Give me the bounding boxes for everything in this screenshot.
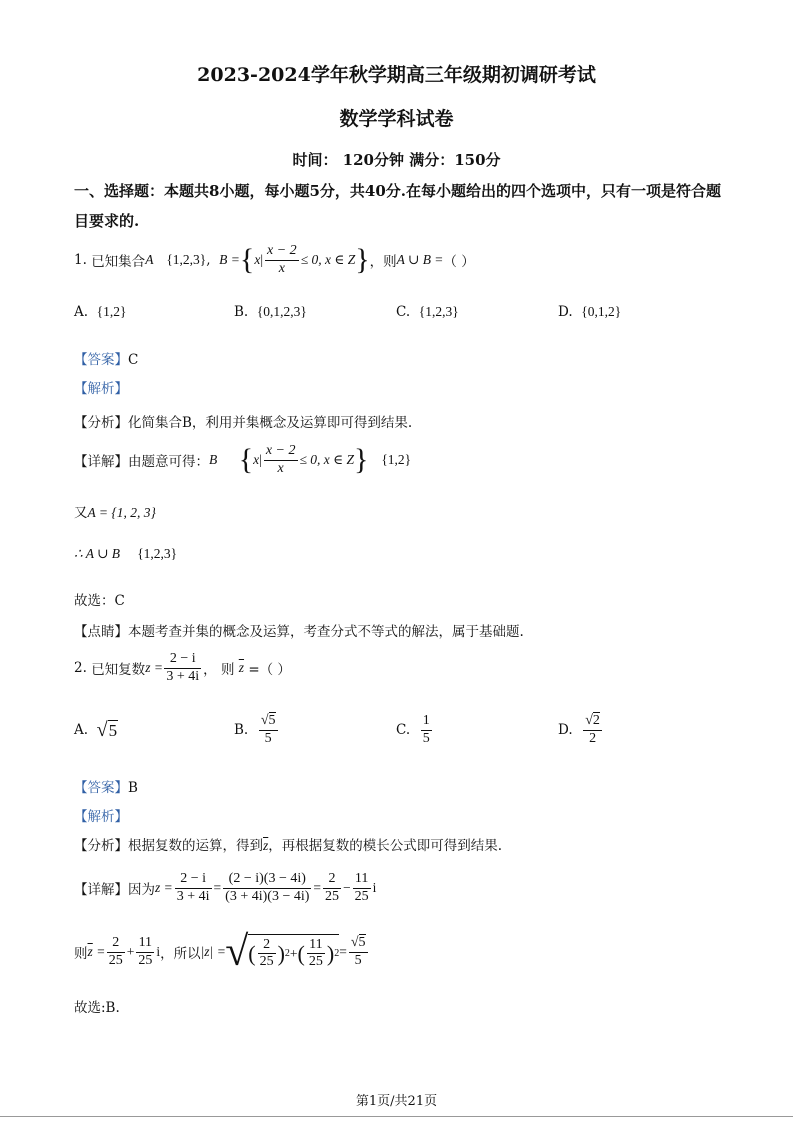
q1-stem: 1. 已知集合 A {1,2,3} , B = { x | $\frac{x - 2}{x}$ ≤ 0, x ∈ Z } ，则 A ∪ B = （ ）: [74, 243, 475, 276]
q2-xiangjie: [74, 864, 376, 912]
q1-answer: [74, 348, 138, 368]
q1-choose: 故选：C: [74, 593, 125, 609]
q1-set-a-vals: {1,2,3}: [166, 252, 207, 267]
fraction-num: 11: [307, 937, 325, 954]
xj-eq: =: [213, 880, 222, 895]
result-fraction: $\frac{√5}{5}$: [350, 935, 366, 968]
fraction-num: (2 − i)(3 − 4i): [223, 871, 311, 888]
option-key: A.: [74, 722, 89, 738]
q1-brace-right: }: [355, 243, 370, 276]
fraction-den: 5: [264, 730, 272, 746]
q1-xiangjie: 【详解】 由题意可得： B { x | $\frac{x - 2}{x}$ ≤ 0, x ∈ Z } {1,2}: [74, 443, 412, 476]
q1-fraction: [265, 243, 299, 276]
fraction-den: 5: [422, 730, 430, 746]
fraction-den: 25: [308, 954, 323, 969]
mod-frac-2: [307, 937, 325, 970]
therefore-expr: ∴ A ∪ B: [74, 546, 121, 561]
xj-eq: =: [313, 880, 322, 895]
q1-number: 1.: [74, 252, 87, 268]
q1-stem-suffix: ，则: [369, 254, 397, 270]
mod-frac-1: [258, 937, 276, 970]
q1-option-c[interactable]: [396, 304, 459, 320]
q1-option-d[interactable]: [558, 304, 621, 320]
fenxi-text: 化简集合B，利用并集概念及运算即可得到结果.: [128, 415, 413, 431]
then-eq3: =: [339, 944, 347, 959]
xiangjie-brace-left: {: [238, 443, 254, 476]
fraction-num: 11: [353, 871, 371, 888]
then-i: i: [156, 944, 161, 959]
then-eq2: =: [217, 944, 226, 959]
q1-option-a[interactable]: [74, 304, 126, 320]
q1-set-b-name: B =: [219, 252, 240, 267]
q2-option-a[interactable]: [74, 712, 118, 748]
fraction-num: 2: [107, 935, 125, 952]
again-expr: A = {1, 2, 3}: [87, 505, 156, 520]
fraction-den: 5: [354, 952, 362, 968]
then-frac-1: [107, 935, 125, 968]
q1-therefore: [74, 546, 177, 562]
exam-title: 2023-2024学年秋学期高三年级期初调研考试: [197, 64, 596, 86]
fraction-num: 2 − i: [175, 871, 212, 888]
q1-union-expr: A ∪ B =: [396, 252, 444, 267]
option-key: C.: [396, 722, 411, 738]
xiangjie-b: B: [209, 452, 218, 467]
xiangjie-prefix: 由题意可得：: [128, 454, 209, 470]
option-fraction: $\frac{√2}{2}$: [585, 713, 600, 746]
q2-z: z: [145, 660, 151, 675]
xiangjie-result: {1,2}: [381, 452, 412, 467]
q1-cond-x: x: [254, 252, 261, 267]
xj-frac-3: [323, 871, 341, 904]
q1-cond-tail: ≤ 0, x ∈ Z: [300, 252, 356, 267]
answer-value: B: [128, 780, 138, 796]
exam-subtitle: 数学学科试卷: [339, 108, 454, 130]
q2-number: 2.: [74, 660, 87, 676]
xj-i: i: [372, 880, 377, 895]
q1-brace-left: {: [239, 243, 255, 276]
q1-analysis-label: 【解析】: [74, 381, 128, 397]
again-prefix: 又: [74, 505, 88, 521]
q1-fenxi: [74, 411, 412, 431]
q1-set-a-name: A: [145, 252, 154, 267]
fraction-num: 2: [323, 871, 341, 888]
footer-divider: [0, 1116, 793, 1117]
q1-frac-num: x − 2: [265, 243, 299, 260]
option-key: D.: [558, 722, 573, 738]
xj-minus: −: [343, 880, 351, 895]
q1-comma: ,: [206, 252, 211, 268]
then-eq: =: [97, 944, 105, 959]
mod-plus: +: [289, 945, 298, 961]
q2-fraction: [164, 651, 201, 684]
option-value: {0,1,2}: [581, 304, 622, 319]
q2-answer: [74, 776, 138, 796]
xiangjie-label: 【详解】: [74, 454, 128, 470]
q1-stem-prefix: 已知集合: [91, 254, 146, 270]
sqrt-radicand: 5: [268, 713, 276, 729]
xiangjie-x: x: [253, 452, 260, 467]
fraction-den: 25: [108, 952, 123, 968]
option-key: B.: [234, 722, 249, 738]
q2-stem-mid: ， 则: [203, 662, 235, 678]
sqrt-expr: √5: [96, 718, 118, 741]
option-key: C.: [396, 304, 411, 320]
answer-label: 【答案】: [74, 352, 128, 368]
xiangjie-label: 【详解】: [74, 882, 128, 898]
q2-option-c[interactable]: [396, 708, 434, 752]
q1-paren: （ ）: [443, 254, 475, 270]
xiangjie-tail: ≤ 0, x ∈ Z: [299, 452, 355, 467]
option-fraction: [421, 713, 432, 746]
xj-z: z =: [155, 880, 173, 895]
page-number: 第1页/共21页: [355, 1094, 438, 1109]
dianjing-text: 本题考查并集的概念及运算，考查分式不等式的解法，属于基础题.: [128, 624, 524, 640]
q2-zbar: $\overline{z}$: [238, 660, 245, 675]
therefore-result: {1,2,3}: [137, 546, 178, 561]
sqrt-radicand: 5: [358, 935, 366, 951]
xiangjie-brace-right: }: [354, 443, 369, 476]
sqrt-radicand: 2: [592, 713, 600, 729]
section-heading: 一、选择题：本题共8小题，每小题5分，共40分.在每小题给出的四个选项中，只有一项是符合题目要求的.: [74, 182, 721, 230]
fraction-den: 25: [138, 952, 153, 968]
answer-label: 【答案】: [74, 780, 128, 796]
fraction-den: 2: [589, 730, 597, 746]
q2-frac-num: 2 − i: [164, 651, 201, 668]
q1-dianjing: [74, 620, 524, 640]
option-value: {1,2,3}: [418, 304, 459, 319]
q2-option-b[interactable]: [234, 708, 280, 752]
q2-analysis-label: 【解析】: [74, 809, 128, 825]
xiangjie-fraction: [264, 443, 298, 476]
option-value: {0,1,2,3}: [256, 304, 307, 319]
option-key: B.: [234, 304, 249, 320]
xj-frac-2: [223, 871, 311, 904]
q2-frac-den: 3 + 4i: [166, 668, 200, 684]
sqrt-radicand: 5: [108, 720, 118, 740]
xiangjie-num: x − 2: [264, 443, 298, 460]
q1-frac-den: x: [278, 260, 285, 276]
xiangjie-den: x: [277, 460, 284, 476]
q1-again: [74, 501, 156, 521]
then-mid: ，所以: [160, 946, 201, 962]
fraction-den: (3 + 4i)(3 − 4i): [225, 888, 310, 904]
fenxi-label: 【分析】: [74, 838, 128, 854]
fenxi-label: 【分析】: [74, 415, 128, 431]
xiangjie-prefix: 因为: [128, 882, 155, 898]
q2-fenxi: [74, 834, 502, 854]
dianjing-label: 【点睛】: [74, 624, 128, 640]
q2-stem-suffix: =（ ）: [248, 662, 291, 678]
fenxi-text-a: 根据复数的运算，得到: [128, 838, 263, 854]
then-prefix: 则: [74, 946, 88, 962]
q1-option-b[interactable]: [234, 304, 307, 320]
then-abs: |z|: [200, 944, 214, 959]
option-value: {1,2}: [96, 304, 127, 319]
option-key: D.: [558, 304, 573, 320]
xj-frac-4: [353, 871, 371, 904]
modulus-sqrt: √ ( $\frac{2}{25}$ ) 2 + ( $\frac{11}{25}$ ) 2: [225, 929, 340, 975]
then-plus: +: [126, 944, 135, 959]
q2-then: [74, 924, 370, 980]
then-frac-2: [136, 935, 154, 968]
fraction-num: 2: [258, 937, 276, 954]
xj-frac-1: [175, 871, 212, 904]
time-info: 时间： 120分钟 满分：150分: [292, 151, 501, 169]
option-fraction: $\frac{√5}{5}$: [260, 713, 276, 746]
fraction-den: 3 + 4i: [176, 888, 210, 904]
q2-option-d[interactable]: [558, 708, 604, 752]
fraction-den: 25: [259, 954, 274, 969]
q2-eq: =: [154, 660, 163, 675]
fraction-num: 1: [421, 713, 432, 730]
q2-stem: [74, 648, 291, 688]
option-key: A.: [74, 304, 89, 320]
fenxi-zbar: $\overline{z}$: [263, 838, 269, 853]
q2-stem-prefix: 已知复数: [91, 662, 146, 678]
fenxi-text-b: ，再根据复数的模长公式即可得到结果.: [268, 838, 503, 854]
q2-choose: 故选:B.: [74, 1000, 120, 1016]
fraction-den: 25: [354, 888, 369, 904]
then-zbar: $\overline{z}$: [87, 944, 93, 959]
square-exp: 2: [334, 948, 340, 959]
fraction-den: 25: [325, 888, 340, 904]
fraction-num: 11: [136, 935, 154, 952]
square-exp: 2: [284, 948, 290, 959]
answer-value: C: [128, 352, 139, 368]
